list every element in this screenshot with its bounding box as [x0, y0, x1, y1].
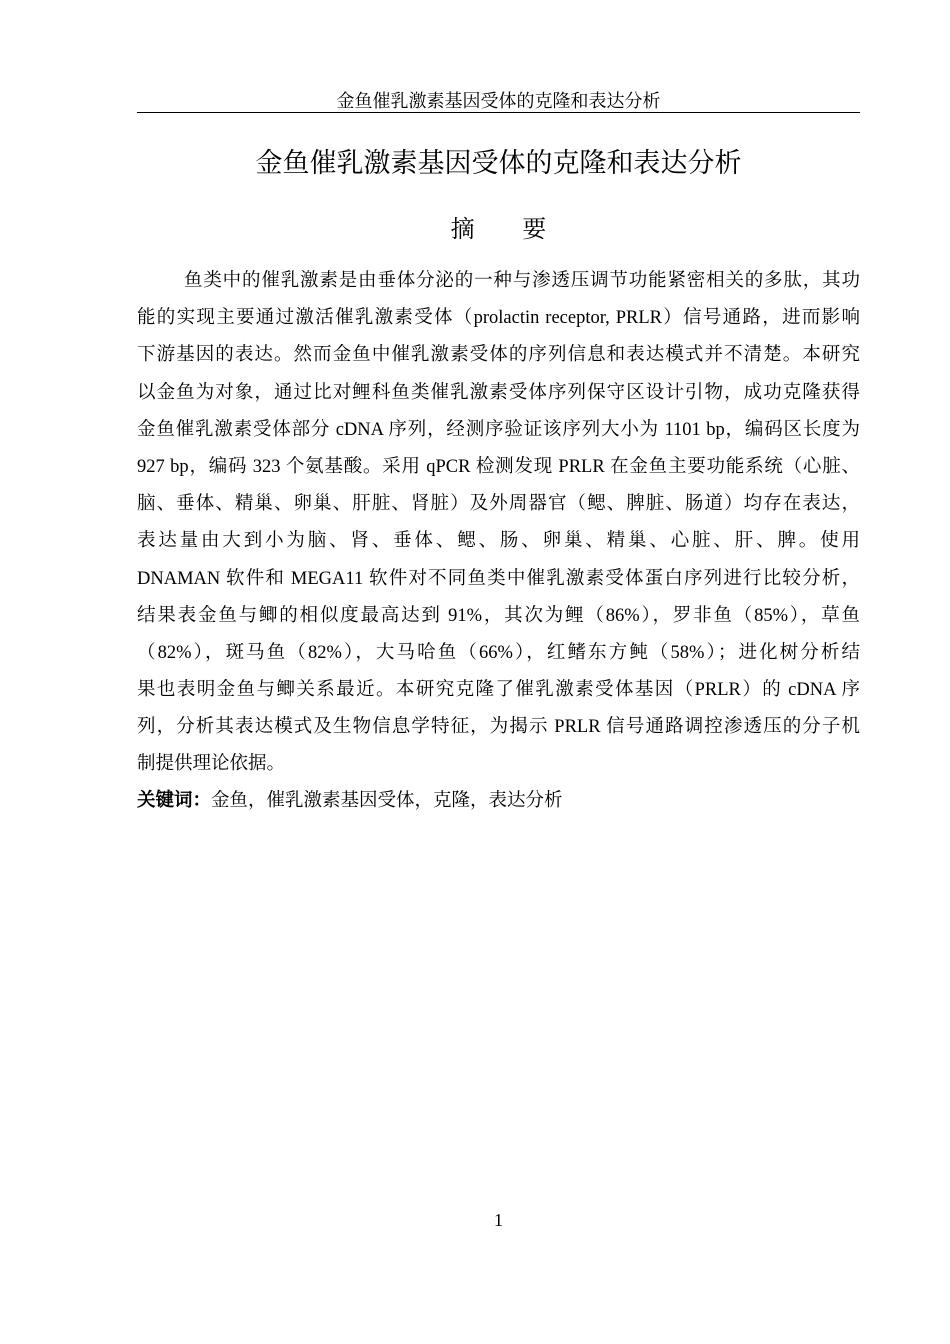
abstract-line: 能的实现主要通过激活催乳激素受体（prolactin receptor, PRLR）信号通路，进而影响 [137, 308, 860, 329]
abstract-line: 927 bp，编码 323 个氨基酸。采用 qPCR 检测发现 PRLR 在金鱼主要功能系统（心脏、 [137, 456, 860, 477]
keywords [137, 785, 860, 817]
abstract-line: 结果表金鱼与鲫的相似度最高达到 91%，其次为鲤（86%），罗非鱼（85%），草鱼 [137, 605, 860, 626]
abstract-line: 鱼类中的催乳激素是由垂体分泌的一种与渗透压调节功能紧密相关的多肽，其功 [184, 271, 860, 291]
running-header: 金鱼催乳激素基因受体的克隆和表达分析 [336, 91, 661, 111]
abstract-line: 表达量由大到小为脑、肾、垂体、鳃、肠、卵巢、精巢、心脏、肝、脾。使用 [137, 531, 860, 552]
page-number: 1 [494, 1210, 503, 1230]
abstract-line: 果也表明金鱼与鲫关系最近。本研究克隆了催乳激素受体基因（PRLR）的 cDNA 序 [137, 680, 860, 701]
abstract-line: 下游基因的表达。然而金鱼中催乳激素受体的序列信息和表达模式并不清楚。本研究 [137, 345, 860, 366]
abstract-body [137, 263, 860, 784]
keywords-text: 金鱼，催乳激素基因受体，克隆，表达分析 [211, 791, 563, 811]
header-rule [137, 112, 860, 113]
keywords-label: 关键词： [137, 791, 212, 811]
abstract-line: 列，分析其表达模式及生物信息学特征，为揭示 PRLR 信号通路调控渗透压的分子机 [137, 717, 860, 738]
abstract-line: （82%），斑马鱼（82%），大马哈鱼（66%），红鳍东方鲀（58%）；进化树分析结 [137, 642, 860, 663]
abstract-line: 制提供理论依据。 [137, 754, 286, 775]
abstract-line: 金鱼催乳激素受体部分 cDNA 序列，经测序验证该序列大小为 1101 bp，编码区长度为 [137, 419, 860, 440]
abstract-line: DNAMAN 软件和 MEGA11 软件对不同鱼类中催乳激素受体蛋白序列进行比较分析， [137, 568, 860, 589]
document-title: 金鱼催乳激素基因受体的克隆和表达分析 [255, 148, 742, 179]
abstract-line: 以金鱼为对象，通过比对鲤科鱼类催乳激素受体序列保守区设计引物，成功克隆获得 [137, 382, 860, 403]
abstract-line: 脑、垂体、精巢、卵巢、肝脏、肾脏）及外周器官（鳃、脾脏、肠道）均存在表达， [137, 494, 860, 515]
abstract-heading: 摘 要 [450, 215, 567, 243]
